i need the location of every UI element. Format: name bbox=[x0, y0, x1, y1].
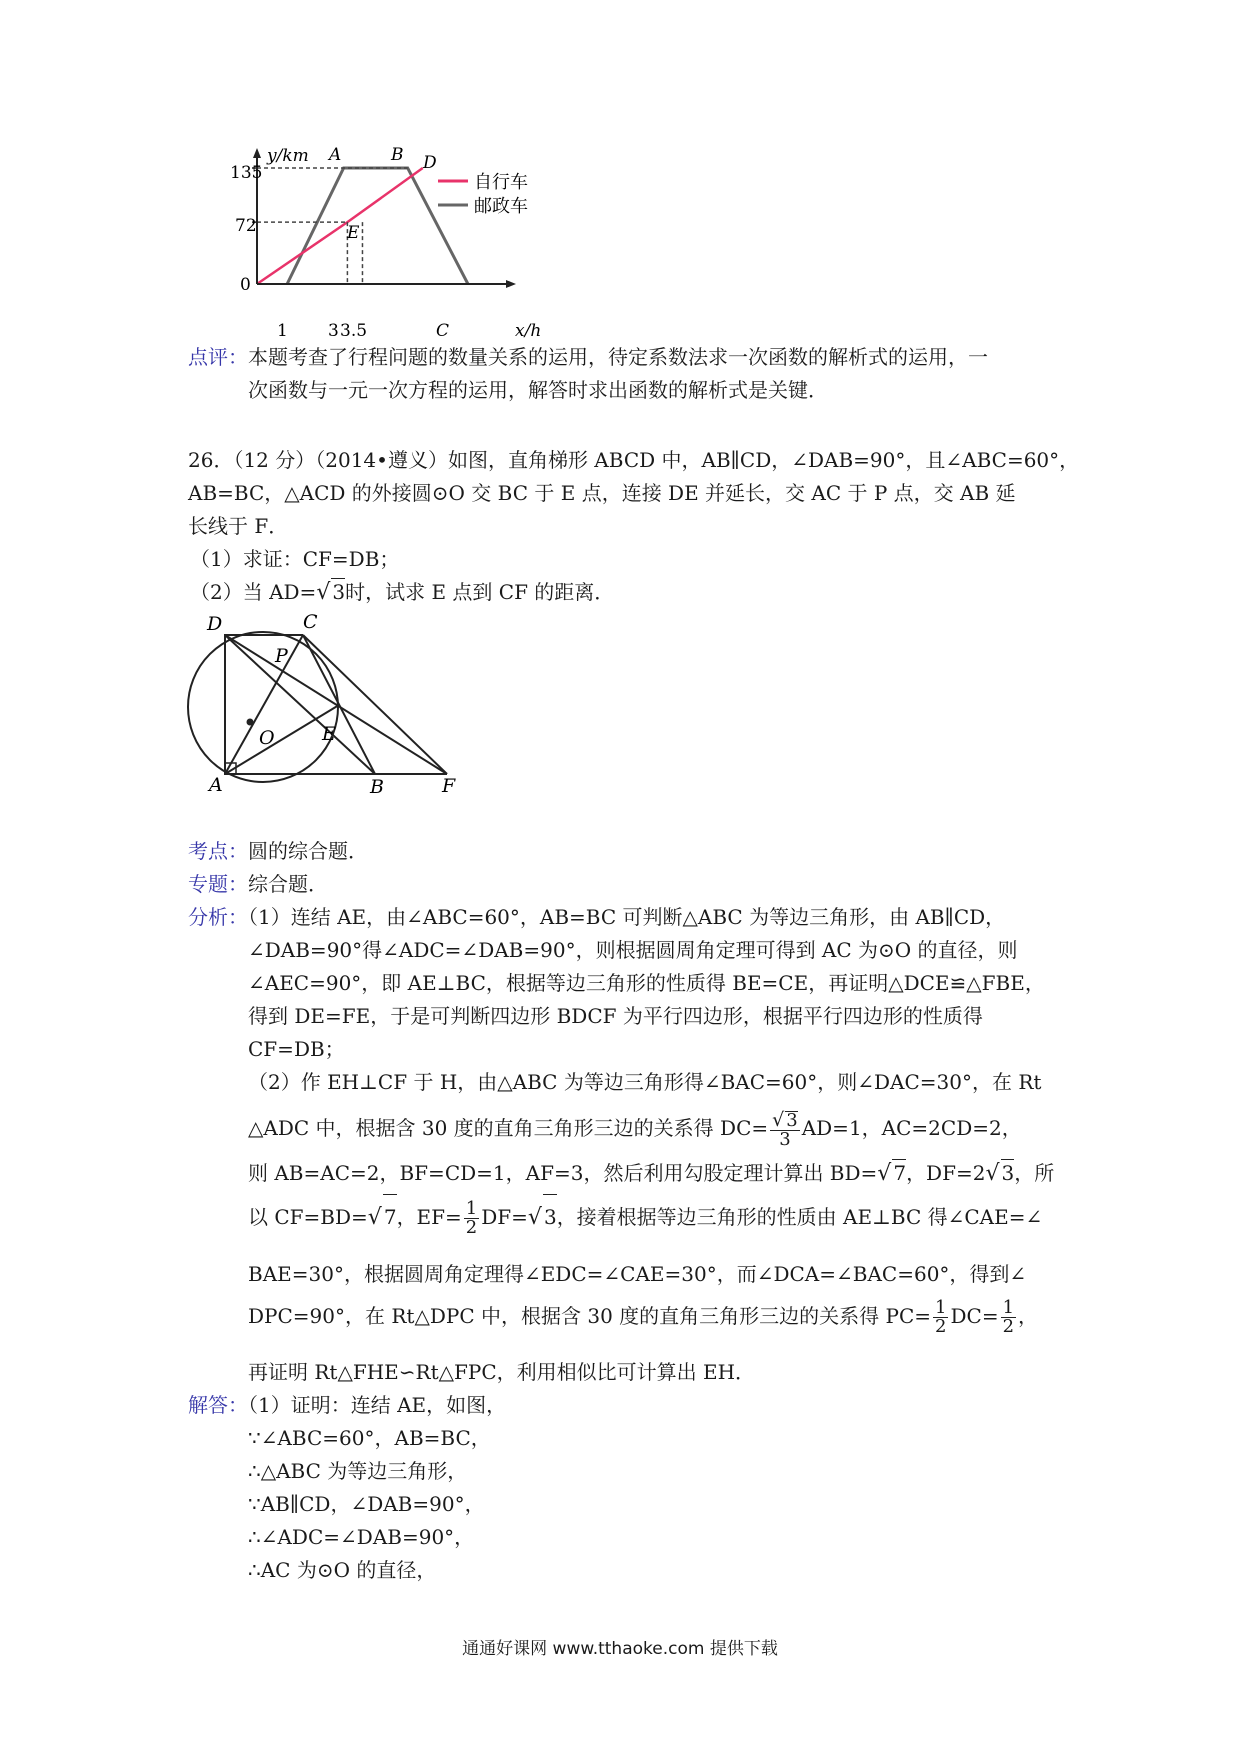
comment-label: 点评： bbox=[188, 345, 248, 369]
answer-line-1 bbox=[188, 1392, 506, 1418]
analysis-line-3: ∠AEC=90°，即 AE⊥BC，根据等边三角形的性质得 BE=CE，再证明△DCE≌△FBE， bbox=[248, 971, 1045, 995]
comment-line-1: 本题考查了行程问题的数量关系的运用，待定系数法求一次函数的解析式的运用，一 bbox=[248, 345, 988, 369]
fig-label-f: F bbox=[442, 775, 456, 795]
x-axis-label: x/h bbox=[515, 321, 542, 341]
legend-label-mail: 邮政车 bbox=[474, 196, 528, 217]
geometry-figure bbox=[185, 610, 465, 795]
answer-label: 解答： bbox=[188, 1393, 248, 1417]
analysis-line-6: （2）作 EH⊥CF 于 H，由△ABC 为等边三角形得∠BAC=60°，则∠DAC=30°，在 Rt bbox=[248, 1070, 1042, 1094]
point-label-a: A bbox=[329, 145, 342, 165]
kaodian-label: 考点： bbox=[188, 839, 248, 863]
analysis-9c: DF= bbox=[481, 1205, 528, 1229]
point-label-b: B bbox=[391, 145, 404, 165]
legend-label-bike: 自行车 bbox=[474, 172, 528, 193]
analysis-line-8: 则 AB=AC=2，BF=CD=1，AF=3，然后利用勾股定理计算出 BD=√ 7，DF=2√ 3，所 bbox=[248, 1161, 1055, 1186]
half3-den: 2 bbox=[1002, 1316, 1015, 1337]
series-line-mail bbox=[287, 168, 468, 284]
line-chart bbox=[230, 140, 610, 345]
zhuanti bbox=[188, 871, 328, 897]
analysis-label: 分析： bbox=[188, 905, 248, 929]
center-dot bbox=[247, 719, 254, 726]
half2-den: 2 bbox=[935, 1316, 947, 1337]
analysis-7a: △ADC 中，根据含 30 度的直角三角形三边的关系得 DC= bbox=[248, 1116, 769, 1140]
answer-line-6: ∴AC 为⊙O 的直径， bbox=[248, 1558, 437, 1582]
analysis-11b: DC= bbox=[950, 1304, 999, 1328]
analysis-text-1: （1）连结 AE，由∠ABC=60°，AB=BC 可判断△ABC 为等边三角形，由 AB∥CD， bbox=[248, 905, 1006, 929]
analysis-line-4: 得到 DE=FE，于是可判断四边形 BDCF 为平行四边形，根据平行四边形的性质得 bbox=[248, 1004, 983, 1028]
half2-num: 1 bbox=[935, 1297, 947, 1318]
y-tick-72: 72 bbox=[235, 216, 257, 236]
analysis-9b: ，EF= bbox=[396, 1205, 462, 1229]
kaodian-text: 圆的综合题． bbox=[248, 839, 368, 863]
half-den: 2 bbox=[465, 1217, 478, 1238]
analysis-line-2: ∠DAB=90°得∠ADC=∠DAB=90°，则根据圆周角定理可得到 AC 为⊙O 的直径，则 bbox=[248, 938, 1018, 962]
problem-question-2: （2）当 AD=√ 3时，试求 E 点到 CF 的距离． bbox=[190, 580, 615, 605]
analysis-8c: ，所 bbox=[1014, 1161, 1055, 1185]
problem-question-1: （1）求证：CF=DB； bbox=[190, 547, 400, 571]
frac-den: 3 bbox=[779, 1128, 791, 1150]
fraction-half bbox=[464, 1200, 479, 1237]
answer-text-1: （1）证明：连结 AE，如图， bbox=[248, 1393, 507, 1417]
fig-label-b: B bbox=[370, 776, 384, 795]
q2-text-b: 时，试求 E 点到 CF 的距离． bbox=[345, 580, 615, 604]
analysis-11a: DPC=90°，在 Rt△DPC 中，根据含 30 度的直角三角形三边的关系得 PC= bbox=[248, 1304, 932, 1328]
radicand-7: 7 bbox=[893, 1161, 907, 1185]
analysis-line-10: BAE=30°，根据圆周角定理得∠EDC=∠CAE=30°，而∠DCA=∠BAC=60°，得到∠ bbox=[248, 1262, 1027, 1286]
fig-label-a: A bbox=[209, 774, 223, 795]
zhuanti-text: 综合题． bbox=[248, 872, 328, 896]
point-label-c: C bbox=[436, 321, 450, 341]
fraction-half-3 bbox=[1001, 1299, 1016, 1336]
problem-line-2: AB=BC，△ACD 的外接圆⊙O 交 BC 于 E 点，连接 DE 并延长，交 AC 于 P 点，交 AB 延 bbox=[188, 481, 1016, 505]
fig-label-p: P bbox=[275, 645, 288, 667]
page-footer: 通通好课网 www.tthaoke.com 提供下载 bbox=[462, 1639, 778, 1659]
analysis-line-12: 再证明 Rt△FHE∽Rt△FPC，利用相似比可计算出 EH． bbox=[248, 1360, 756, 1384]
fraction-sqrt3-over-3: $\frac{√ 3}{3}$ bbox=[772, 1108, 798, 1150]
answer-line-4: ∵AB∥CD，∠DAB=90°， bbox=[248, 1492, 485, 1516]
kaodian bbox=[188, 838, 368, 864]
q2-radicand: 3 bbox=[332, 580, 346, 604]
fig-label-d: D bbox=[207, 613, 223, 635]
analysis-line-11 bbox=[248, 1294, 1038, 1338]
segment-ac bbox=[225, 635, 303, 774]
x-tick-3: 3 bbox=[328, 321, 339, 341]
y-axis-label: y/km bbox=[267, 146, 309, 166]
comment bbox=[188, 344, 988, 370]
legend bbox=[438, 172, 528, 217]
analysis-9a: 以 CF=BD= bbox=[248, 1205, 368, 1229]
answer-line-5: ∴∠ADC=∠DAB=90°， bbox=[248, 1525, 475, 1549]
y-tick-0: 0 bbox=[240, 275, 251, 295]
radicand-3: 3 bbox=[1001, 1161, 1015, 1185]
analysis-9d: ，接着根据等边三角形的性质由 AE⊥BC 得∠CAE=∠ bbox=[556, 1205, 1043, 1229]
fig-label-e: E bbox=[322, 723, 336, 745]
analysis-7b: AD=1，AC=2CD=2， bbox=[801, 1116, 1022, 1140]
analysis-11c: ， bbox=[1018, 1304, 1039, 1328]
half3-num: 1 bbox=[1002, 1297, 1015, 1318]
analysis-line-5: CF=DB； bbox=[248, 1037, 345, 1061]
x-tick-3-5: 3.5 bbox=[340, 321, 368, 341]
point-label-e: E bbox=[347, 223, 360, 243]
analysis-line-9: 以 CF=BD=√ 7，EF= $\frac{1}{2}$ DF=√ 3，接着根据等边三角形的性质由 AE⊥BC 得∠CAE=∠ bbox=[248, 1194, 1042, 1238]
q2-text-a: （2）当 AD= bbox=[190, 580, 317, 604]
y-tick-135: 135 bbox=[230, 163, 263, 183]
x-tick-1: 1 bbox=[277, 321, 288, 341]
half-num: 1 bbox=[465, 1198, 478, 1219]
analysis-8a: 则 AB=AC=2，BF=CD=1，AF=3，然后利用勾股定理计算出 BD= bbox=[248, 1161, 878, 1185]
analysis-line-7 bbox=[248, 1106, 1022, 1150]
problem-line-1: 26．（12 分）（2014•遵义）如图，直角梯形 ABCD 中，AB∥CD，∠DAB=90°，且∠ABC=60°， bbox=[188, 448, 1080, 472]
series-line-bike bbox=[257, 168, 423, 284]
frac-num-radicand: 3 bbox=[786, 1109, 798, 1131]
answer-line-3: ∴△ABC 为等边三角形， bbox=[248, 1459, 468, 1483]
fig-label-c: C bbox=[303, 611, 318, 633]
radicand-3b: 3 bbox=[543, 1194, 557, 1239]
segment-cf bbox=[303, 635, 447, 774]
fig-label-o: O bbox=[259, 727, 275, 749]
problem-line-3: 长线于 F． bbox=[188, 514, 289, 538]
answer-line-2: ∵∠ABC=60°，AB=BC， bbox=[248, 1426, 491, 1450]
fraction-half-2 bbox=[933, 1299, 948, 1336]
point-label-d: D bbox=[423, 153, 437, 173]
radicand-7b: 7 bbox=[383, 1194, 397, 1239]
zhuanti-label: 专题： bbox=[188, 872, 248, 896]
segment-db bbox=[225, 635, 375, 774]
comment-line-2: 次函数与一元一次方程的运用，解答时求出函数的解析式是关键． bbox=[248, 378, 828, 402]
analysis-8b: ，DF=2 bbox=[906, 1161, 986, 1185]
analysis-line-1 bbox=[188, 904, 1005, 930]
